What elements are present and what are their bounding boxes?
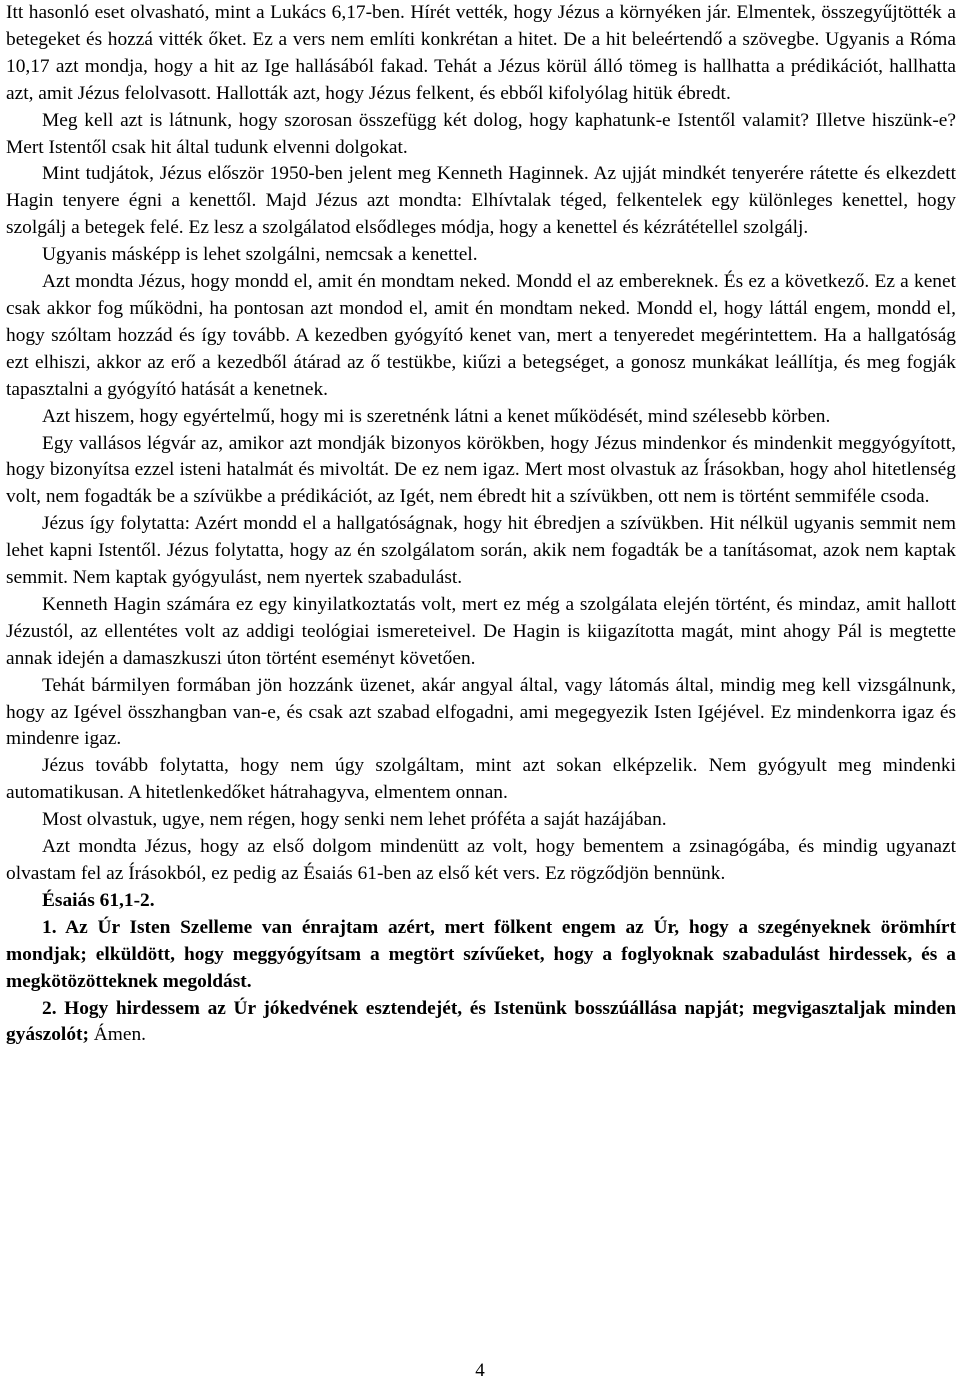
scripture-heading: Ésaiás 61,1-2. bbox=[42, 889, 155, 911]
page-number: 4 bbox=[475, 1360, 485, 1381]
body-paragraph: Azt mondta Jézus, hogy az első dolgom mindenütt az volt, hogy bementem a zsinagógába, és mindig ugyanazt olvastam fel az Írásokból, ez pedig az Ésaiás 61-ben az első két vers. Ez rögződjön bennünk. bbox=[6, 836, 956, 884]
body-paragraph: Kenneth Hagin számára ez egy kinyilatkoztatás volt, mert ez még a szolgálata elején történt, és mindaz, amit hallott Jézustól, az ellentétes volt az addigi teológiai ismereteivel. De Hagin is kiigazította magát, mint ahogy Pál is megtette annak idején a damaszkuszi úton történt eseményt követően. bbox=[6, 593, 956, 669]
body-paragraph: Meg kell azt is látnunk, hogy szorosan összefügg két dolog, hogy kaphatunk-e Istentől valamit? Illetve hiszünk-e? Mert Istentől csak hit által tudunk elvenni dolgokat. bbox=[6, 109, 956, 158]
body-paragraph: Most olvastuk, ugye, nem régen, hogy senki nem lehet próféta a saját hazájában. bbox=[42, 809, 667, 831]
body-paragraph: Mint tudjátok, Jézus először 1950-ben jelent meg Kenneth Haginnek. Az ujját mindkét tenyerére rátette és elkezdett Hagin tenyere égni a kenettől. Majd Jézus azt mondta: Elhívtalak téged, felkentelek egy különleges kenettel, hogy szolgálj a betegek felé. Ez lesz a szolgálatod elsődleges módja, hogy a kenettel és kézrátétellel szolgálj. bbox=[6, 163, 956, 239]
scripture-verse-1: 1. Az Úr Isten Szelleme van énrajtam azért, mert fölkent engem az Úr, hogy a szegényeknek örömhírt mondjak; elküldött, hogy meggyógyítsam a megtört szívűeket, hogy a foglyoknak szabadulást hirdessek, és a megkötözötteknek megoldást. bbox=[6, 916, 956, 992]
body-paragraph: Azt mondta Jézus, hogy mondd el, amit én mondtam neked. Mondd el az embereknek. És ez a következő. Ez a kenet csak akkor fog működni, ha pontosan azt mondod el, amit én mondtam neked. Mondd el, hogy láttál engem, mondd el, hogy szóltam hozzád és így tovább. A kezedben gyógyító kenet van, mert a tenyeredet megérintettem. Ha a hallgatóság ezt elhiszi, akkor az erő a kezedből átárad az ő testükbe, kiűzi a betegséget, a gonosz munkákat leállítja, és meg fogják tapasztalni a gyógyító hatását a kenetnek. bbox=[6, 271, 956, 400]
body-paragraph: Ugyanis másképp is lehet szolgálni, nemcsak a kenettel. bbox=[42, 244, 478, 266]
scripture-verse-2-bold: 2. Hogy hirdessem az Úr jókedvének esztendejét, és Istenünk bosszúállása napját; megvigasztaljak minden gyászolót; bbox=[6, 997, 956, 1046]
body-paragraph: Azt hiszem, hogy egyértelmű, hogy mi is szeretnénk látni a kenet működését, mind szélesebb körben. bbox=[42, 405, 831, 427]
body-paragraph: Itt hasonló eset olvasható, mint a Lukács 6,17-ben. Hírét vették, hogy Jézus a környéken jár. Elmentek, összegyűjtötték a betegeket és hozzá vitték őket. Ez a vers nem említi konkrétan a hitet. De a hit beleértendő a szövegbe. Ugyanis a Róma 10,17 azt mondja, hogy a hit az Ige hallásából fakad. Tehát a Jézus körül álló tömeg is hallhatta a prédikációt, hallhatta azt, amit Jézus felolvasott. Hallották azt, hogy Jézus felkent, és ebből kifolyólag hitük ébredt. bbox=[6, 2, 956, 104]
document-page bbox=[6, 0, 956, 1049]
scripture-verse-2-amen: Ámen. bbox=[88, 1024, 147, 1046]
body-paragraph: Tehát bármilyen formában jön hozzánk üzenet, akár angyal által, vagy látomás által, mindig meg kell vizsgálnunk, hogy az Igével összhangban van-e, és csak azt szabad elfogadni, ami megegyezik Isten Igéjével. Ez mindenkorra igaz és mindenre igaz. bbox=[6, 674, 956, 750]
body-paragraph: Jézus tovább folytatta, hogy nem úgy szolgáltam, mint azt sokan elképzelik. Nem gyógyult meg mindenki automatikusan. A hitetlenkedőket hátrahagyva, elmentem onnan. bbox=[6, 755, 956, 804]
body-paragraph: Jézus így folytatta: Azért mondd el a hallgatóságnak, hogy hit ébredjen a szívükben. Hit nélkül ugyanis semmit nem lehet kapni Istentől. Jézus folytatta, hogy az én szolgálatom során, akik nem fogadták be a tanításomat, azok nem kaptak semmit. Nem kaptak gyógyulást, nem nyertek szabadulást. bbox=[6, 513, 956, 589]
body-paragraph: Egy vallásos légvár az, amikor azt mondják bizonyos körökben, hogy Jézus mindenkor és mindenkit meggyógyított, hogy bizonyítsa ezzel isteni hatalmát és mivoltát. De ez nem igaz. Mert most olvastuk az Írásokban, hogy ahol hitetlenség volt, nem fogadták be a szívükbe a prédikációt, az Igét, nem ébredt hit a szívükben, ott nem is történt semmiféle csoda. bbox=[6, 432, 956, 508]
scripture-verse-2 bbox=[6, 996, 956, 1050]
